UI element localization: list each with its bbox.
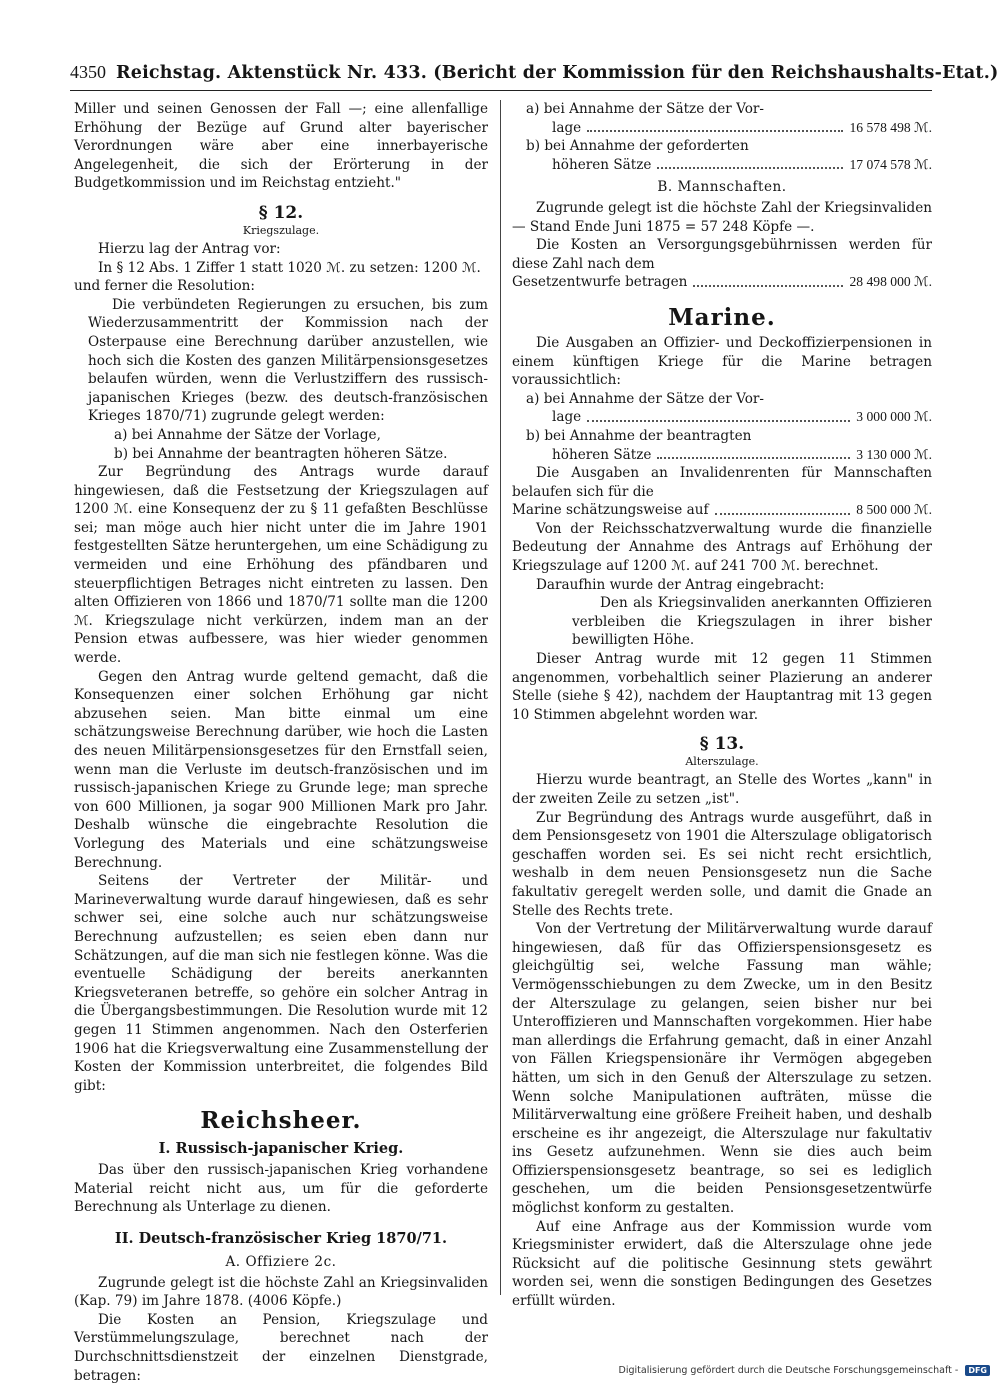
- paragraph: Zugrunde gelegt ist die höchste Zahl an Kriegsinvaliden (Kap. 79) im Jahre 1878. (4006 Köpfe.): [74, 1274, 488, 1310]
- section-subtitle-12: Kriegszulage.: [242, 223, 320, 237]
- paragraph: Zur Begründung des Antrags wurde ausgeführt, daß in dem Pensionsgesetz von 1901 die Alterszulage obligatorisch geschaffen worden sei. Es sei nicht recht ersichtlich, weshalb in dem neuen Pensionsgesetz nun die Sache fakultativ geregelt werden solle, und damit die Gnade an Stelle des Rechts trete.: [512, 809, 932, 919]
- dfg-logo: DFG: [965, 1365, 990, 1376]
- cost-row: [512, 156, 932, 175]
- paragraph: Daraufhin wurde der Antrag eingebracht:: [536, 576, 825, 593]
- right-column: [512, 100, 932, 1311]
- item-a-line: a) bei Annahme der Sätze der Vor-: [526, 390, 764, 407]
- paragraph: Die Ausgaben an Invalidenrenten für Mannschaften belaufen sich für die: [512, 465, 932, 500]
- heading-deutsch-franzoesisch: II. Deutsch-französischer Krieg 1870/71.: [114, 1230, 448, 1248]
- dot-leader: [657, 457, 850, 459]
- heading-offiziere: A. Offiziere 2c.: [225, 1254, 337, 1271]
- dot-leader: [587, 420, 850, 422]
- paragraph: Auf eine Anfrage aus der Kommission wurde vom Kriegsminister erwidert, daß die Alterszulage ohne jede Rücksicht auf die politische Gesinnung stets gewährt worden sei, wenn die sonstigen Bedingungen des Gesetzes erfüllt würden.: [512, 1218, 932, 1310]
- item-a-line: a) bei Annahme der Sätze der Vor-: [526, 101, 764, 117]
- paragraph: und ferner die Resolution:: [74, 278, 256, 295]
- paragraph: Hierzu wurde beantragt, an Stelle des Wortes „kann" in der zweiten Zeile zu setzen „ist".: [512, 772, 932, 807]
- heading-mannschaften: B. Mannschaften.: [657, 179, 787, 196]
- paragraph: Von der Reichsschatzverwaltung wurde die finanzielle Bedeutung der Annahme des Antrags auf Erhöhung der Kriegszulage auf 1200 ℳ. auf 241 700 ℳ. berechnet.: [512, 520, 932, 575]
- motion-quote: Den als Kriegsinvaliden anerkannten Offizieren verbleiben die Kriegszulagen in ihrer bisher bewilligten Höhe.: [572, 595, 932, 649]
- cost-row: [512, 119, 932, 138]
- dot-leader: [715, 513, 851, 515]
- page-number: 4350: [70, 62, 106, 82]
- dot-leader: [693, 285, 843, 287]
- dot-leader: [657, 167, 843, 169]
- paragraph: Die Ausgaben an Offizier- und Deckoffizierpensionen in einem künftigen Kriege für die Marine betragen voraussichtlich:: [512, 334, 932, 389]
- resolution-item-b: b) bei Annahme der beantragten höheren Sätze.: [114, 445, 448, 462]
- item-b-line: b) bei Annahme der geforderten: [526, 138, 749, 155]
- paragraph: Miller und seinen Genossen der Fall —; eine allenfallige Erhöhung der Bezüge auf Grund alter bayerischer Verordnungen wäre aber eine innerbayerische Angelegenheit, die sich der Erörterung in der Budgetkommission und im Reichstag entzieht.": [74, 101, 488, 192]
- motion-text: In § 12 Abs. 1 Ziffer 1 statt 1020 ℳ. zu setzen: 1200 ℳ.: [98, 259, 481, 276]
- cost-label: höheren Sätze: [552, 446, 652, 463]
- cost-value: 16 578 498 ℳ.: [849, 119, 932, 135]
- paragraph: Von der Vertretung der Militärverwaltung wurde darauf hingewiesen, daß für das Offizierspensionsgesetz es gleichgültig sei, welche Fassung man wähle; Vermögensschiebungen zu dem Zwecke, um in den Besitz der Alterszulage zu gelangen, seien bisher nur bei Unteroffizieren und Mannschaften vorgekommen. Hier habe man allerdings die Erfahrung gemacht, daß in einer Anzahl von Fällen Kriegspensionäre ihr Vermögen abgegeben hätten, um sich in den Genuß der Alterszulage zu setzen. Wenn solche Manipulationen aufträten, müsse die Militärverwaltung eine größere Freiheit haben, und deshalb erscheine es ihr angezeigt, die Alterszulage nur fakultativ ins Gesetz aufzunehmen. Wenn sie dies auch beim Offizierspensionsgesetz beantrage, so sei es lediglich geschehen, um die beiden Pensionsgesetzentwürfe möglichst konform zu gestalten.: [512, 921, 932, 1217]
- cost-label: Marine schätzungsweise auf: [512, 502, 709, 519]
- cost-row: [512, 501, 932, 520]
- cost-label: höheren Sätze: [552, 156, 652, 173]
- section-title-12: § 12.: [258, 202, 304, 223]
- heading-russisch-japanisch: I. Russisch-japanischer Krieg.: [158, 1140, 404, 1158]
- cost-label: lage: [552, 119, 582, 136]
- footer-text: Digitalisierung gefördert durch die Deutsche Forschungsgemeinschaft -: [618, 1365, 959, 1376]
- paragraph: Die Kosten an Pension, Kriegszulage und Verstümmelungszulage, berechnet nach der Durchschnittsdienstzeit der einzelnen Dienstgrade, betragen:: [74, 1311, 488, 1384]
- cost-value: 8 500 000 ℳ.: [856, 502, 932, 518]
- paragraph: Gegen den Antrag wurde geltend gemacht, daß die Konsequenzen einer solchen Erhöhung gar nicht abzusehen seien. Man bitte einmal um eine schätzungsweise Berechnung darüber, wie hoch die Lasten des neuen Militärpensionsgesetzes für den Ernstfall seien, wenn man die Verluste im deutsch-französischen und im russisch-japanischen Kriege zu Grunde lege; man spreche von 600 Millionen, ja sogar 900 Millionen Mark pro Jahr. Deshalb wünsche die eingebrachte Resolution die Vorlegung des Materials und eine schätzungsweise Berechnung.: [74, 668, 488, 871]
- section-subtitle-13: Alterszulage.: [685, 755, 759, 769]
- paragraph: Zur Begründung des Antrags wurde darauf hingewiesen, daß die Festsetzung der Kriegszulagen auf 1200 ℳ. eine Konsequenz der zu § 11 gefaßten Beschlüsse sei; man möge auch hier nicht unter die im Jahre 1901 festgestellten Sätze heruntergehen, um eine Schädigung zu vermeiden und eine Erhöhung des pfändbaren und steuerpflichtigen Betrages nicht eintreten zu lassen. Den alten Offizieren von 1866 und 1870/71 sollte man die 1200 ℳ. Kriegszulage nicht verkürzen, indem man an der Pension etwas aufbessere, was hier wieder genommen werde.: [74, 464, 488, 667]
- digitization-footer: [540, 1365, 990, 1379]
- paragraph: Hierzu lag der Antrag vor:: [98, 240, 281, 257]
- cost-label: lage: [552, 409, 582, 426]
- paragraph: Dieser Antrag wurde mit 12 gegen 11 Stimmen angenommen, vorbehaltlich seiner Plazierung an anderer Stelle (siehe § 42), nachdem der Hauptantrag mit 13 gegen 10 Stimmen abgelehnt worden war.: [512, 651, 932, 723]
- cost-row: [512, 408, 932, 427]
- cost-value: 17 074 578 ℳ.: [849, 156, 932, 172]
- cost-row: [512, 273, 932, 292]
- item-b-line: b) bei Annahme der beantragten: [526, 427, 752, 444]
- page-running-title: Reichstag. Aktenstück Nr. 433. (Bericht der Kommission für den Reichshaushalts-Etat.): [116, 63, 999, 83]
- heading-reichsheer: Reichsheer.: [200, 1107, 362, 1135]
- cost-value: 28 498 000 ℳ.: [849, 274, 932, 290]
- section-title-13: § 13.: [699, 734, 745, 755]
- paragraph: Zugrunde gelegt ist die höchste Zahl der Kriegsinvaliden — Stand Ende Juni 1875 = 57 248 Köpfe —.: [512, 199, 932, 235]
- cost-value: 3 000 000 ℳ.: [856, 409, 932, 425]
- cost-label: Gesetzentwurfe betragen: [512, 274, 688, 291]
- cost-row: [512, 446, 932, 465]
- page-header: [70, 62, 999, 88]
- left-column: [74, 100, 488, 1385]
- paragraph: Die Kosten an Versorgungsgebührnissen werden für diese Zahl nach dem: [512, 237, 932, 272]
- column-divider: [500, 100, 501, 1295]
- header-rule: [70, 90, 932, 91]
- resolution-text: Die verbündeten Regierungen zu ersuchen, bis zum Wiederzusammentritt der Kommission nach der Osterpause eine Berechnung darüber anzustellen, wie hoch sich die Kosten des ganzen Militärpensionsgesetzes belaufen würden, wenn die Verlustziffern des russisch-japanischen Krieges (bezw. des deutsch-französischen Krieges 1870/71) zugrunde gelegt werden:: [88, 296, 488, 425]
- paragraph: Das über den russisch-japanischen Krieg vorhandene Material reicht nicht aus, um für die geforderte Berechnung als Unterlage zu dienen.: [74, 1162, 488, 1216]
- heading-marine: Marine.: [668, 303, 776, 331]
- dot-leader: [587, 130, 843, 132]
- resolution-item-a: a) bei Annahme der Sätze der Vorlage,: [114, 426, 381, 443]
- cost-value: 3 130 000 ℳ.: [856, 446, 932, 462]
- paragraph: Seitens der Vertreter der Militär- und Marineverwaltung wurde darauf hingewiesen, daß es sehr schwer sei, eine solche auch nur schätzungsweise Berechnung aufzustellen; es seien eben dann nur Schätzungen, auf die man sich nie festlegen könne. Was die eventuelle Schädigung der bereits anerkannten Kriegsveteranen betreffe, so gehöre ein solcher Antrag in die Übergangsbestimmungen. Die Resolution wurde mit 12 gegen 11 Stimmen angenommen. Nach den Osterferien 1906 hat die Kriegsverwaltung eine Zusammenstellung der Kosten der Kommission unterbreitet, die folgendes Bild gibt:: [74, 873, 488, 1094]
